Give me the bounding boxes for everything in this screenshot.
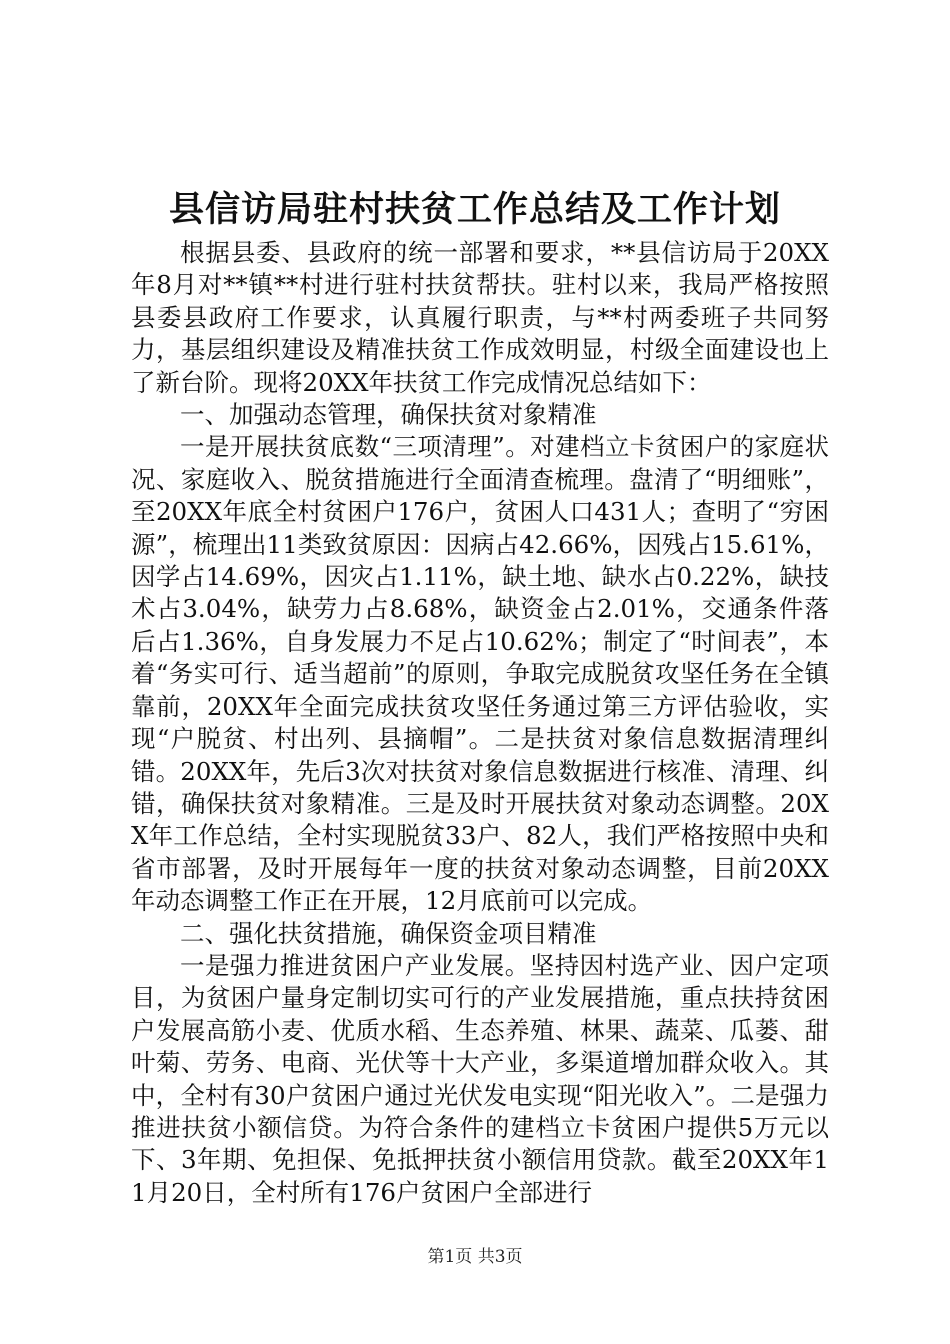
section-2-paragraph: 一是强力推进贫困户产业发展。坚持因村选产业、因户定项目，为贫困户量身定制切实可行的产业发展措施，重点扶持贫困户发展高筋小麦、优质水稻、生态养殖、林果、蔬菜、瓜蒌、甜叶菊、劳务、电商、光伏等十大产业，多渠道增加群众收入。其中，全村有30户贫困户通过光伏发电实现“阳光收入”。二是强力推进扶贫小额信贷。为符合条件的建档立卡贫困户提供5万元以下、3年期、免担保、免抵押扶贫小额信用贷款。截至20XX年11月20日，全村所有176户贫困户全部进行: [131, 950, 829, 1207]
intro-paragraph: 根据县委、县政府的统一部署和要求，**县信访局于20XX年8月对**镇**村进行驻村扶贫帮扶。驻村以来，我局严格按照县委县政府工作要求，认真履行职责，与**村两委班子共同努力，基层组织建设及精准扶贫工作成效明显，村级全面建设也上了新台阶。现将20XX年扶贫工作完成情况总结如下：: [131, 238, 829, 397]
page-title: 县信访局驻村扶贫工作总结及工作计划: [168, 189, 781, 230]
document-body: [131, 237, 829, 1209]
section-heading-2: 二、强化扶贫措施，确保资金项目精准: [180, 918, 597, 948]
section-heading-1: 一、加强动态管理，确保扶贫对象精准: [180, 400, 597, 430]
page-number-footer: 第1页 共3页: [427, 1247, 523, 1267]
section-1-paragraph: 一是开展扶贫底数“三项清理”。对建档立卡贫困户的家庭状况、家庭收入、脱贫措施进行全面清查梳理。盘清了“明细账”，至20XX年底全村贫困户176户，贫困人口431人；查明了“穷困源”，梳理出11类致贫原因：因病占42.66%，因残占15.61%，因学占14.69%，因灾占1.11%，缺土地、缺水占0.22%，缺技术占3.04%，缺劳力占8.68%，缺资金占2.01%，交通条件落后占1.36%，自身发展力不足占10.62%；制定了“时间表”，本着“务实可行、适当超前”的原则，争取完成脱贫攻坚任务在全镇靠前，20XX年全面完成扶贫攻坚任务通过第三方评估验收，实现“户脱贫、村出列、县摘帽”。二是扶贫对象信息数据清理纠错。20XX年，先后3次对扶贫对象信息数据进行核准、清理、纠错，确保扶贫对象精准。三是及时开展扶贫对象动态调整。20XX年工作总结，全村实现脱贫33户、82人，我们严格按照中央和省市部署，及时开展每年一度的扶贫对象动态调整，目前20XX年动态调整工作正在开展，12月底前可以完成。: [131, 432, 829, 916]
